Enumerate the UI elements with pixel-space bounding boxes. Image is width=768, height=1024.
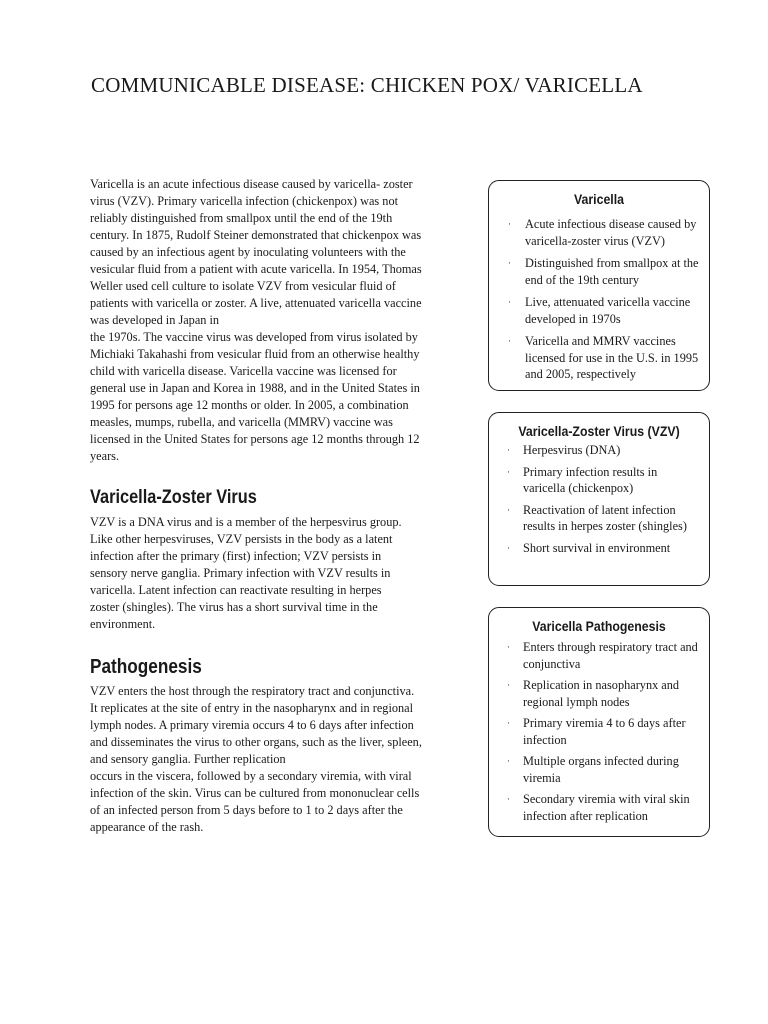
bullet-icon: · <box>508 297 511 307</box>
list-item: · Live, attenuated varicella vaccine developed in 1970s <box>508 295 691 326</box>
text-line: was developed in Japan in <box>90 313 220 327</box>
pathogenesis-summary-box <box>488 607 710 837</box>
text-line: sensory nerve ganglia. Primary infection with VZV results in <box>90 566 391 580</box>
bullet-icon: · <box>507 445 510 455</box>
text-line: Michiaki Takahashi from vesicular fluid from an otherwise healthy <box>90 347 420 361</box>
box-title: Varicella Pathogenesis <box>532 618 666 634</box>
list-item: · Reactivation of latent infection results in herpes zoster (shingles) <box>507 502 687 533</box>
bullet-list <box>489 639 709 824</box>
text-line: environment. <box>90 617 156 631</box>
list-item: · Acute infectious disease caused by varicella-zoster virus (VZV) <box>508 217 697 248</box>
vzv-summary-box <box>488 412 710 586</box>
text-line: Weller used cell culture to isolate VZV from vesicular fluid of <box>90 279 396 293</box>
box-title: Varicella <box>573 191 624 207</box>
text-line: lymph nodes. A primary viremia occurs 4 to 6 days after infection <box>90 718 414 732</box>
list-item: · Multiple organs infected during viremia <box>507 754 679 785</box>
list-item: · Herpesvirus (DNA) <box>507 443 621 457</box>
text-line: Varicella is an acute infectious disease caused by varicella- zoster <box>90 177 413 191</box>
bullet-icon: · <box>507 504 510 515</box>
bullet-icon: · <box>507 718 510 728</box>
text-line: general use in Japan and Korea in 1988, and in the United States in <box>90 381 420 395</box>
text-line: measles, mumps, rubella, and varicella (MMRV) vaccine was <box>90 415 393 429</box>
list-item: · Replication in nasopharynx and regional lymph nodes <box>507 678 680 709</box>
bullet-list <box>489 442 709 556</box>
list-item: · Enters through respiratory tract and conjunctiva <box>507 640 698 671</box>
text-line: the 1970s. The vaccine virus was developed from virus isolated by <box>90 330 418 344</box>
text-line: Like other herpesviruses, VZV persists in the body as a latent <box>90 532 393 546</box>
list-item: · Secondary viremia with viral skin infection after replication <box>507 792 690 823</box>
text-line: century. In 1875, Rudolf Steiner demonstrated that chickenpox was <box>90 228 422 242</box>
text-line: and sensory ganglia. Further replication <box>90 752 286 766</box>
list-item: · Primary viremia 4 to 6 days after infection <box>507 716 686 747</box>
bullet-icon: · <box>508 219 511 229</box>
text-line: infection after the primary (first) infection; VZV persists in <box>90 549 382 563</box>
text-line: reliably distinguished from smallpox until the end of the 19th <box>90 211 393 225</box>
text-line: varicella. Latent infection can reactivate resulting in herpes <box>90 583 382 597</box>
text-line: vesicular fluid from a patient with acute varicella. In 1954, Thomas <box>90 262 422 276</box>
text-line: of an infected person from 5 days before to 1 to 2 days after the <box>90 803 403 817</box>
text-line: child with varicella disease. Varicella vaccine was licensed for <box>90 364 397 378</box>
text-line: and disseminates the virus to other organs, such as the liver, spleen, <box>90 735 422 749</box>
text-line: VZV is a DNA virus and is a member of the herpesvirus group. <box>90 515 402 529</box>
text-line: caused by an infectious agent by inoculating volunteers with the <box>90 245 406 259</box>
text-line: occurs in the viscera, followed by a secondary viremia, with viral <box>90 769 412 783</box>
text-line: patients with varicella or zoster. A live, attenuated varicella vaccine <box>90 296 422 310</box>
list-item: · Distinguished from smallpox at the end of the 19th century <box>508 256 699 287</box>
bullet-icon: · <box>507 466 510 477</box>
varicella-summary-box <box>488 180 710 391</box>
bullet-icon: · <box>508 336 511 346</box>
bullet-icon: · <box>507 756 510 766</box>
text-line: infection of the skin. Virus can be cultured from mononuclear cells <box>90 786 420 800</box>
text-line: zoster (shingles). The virus has a short survival time in the <box>90 600 378 614</box>
bullet-icon: · <box>508 258 511 268</box>
text-line: VZV enters the host through the respiratory tract and conjunctiva. <box>90 684 415 698</box>
text-line: It replicates at the site of entry in the nasopharynx and in regional <box>90 701 414 715</box>
bullet-icon: · <box>507 680 510 690</box>
bullet-list <box>489 216 709 383</box>
text-line: appearance of the rash. <box>90 820 204 834</box>
bullet-icon: · <box>507 794 510 804</box>
text-line: licensed in the United States for persons age 12 months through 12 <box>90 432 420 446</box>
pathogenesis-paragraph <box>90 683 440 836</box>
list-item: · Primary infection results in varicella (chickenpox) <box>507 464 658 495</box>
list-item: · Short survival in environment <box>507 540 671 555</box>
bullet-icon: · <box>507 642 510 652</box>
text-line: 1995 for persons age 12 months or older. In 2005, a combination <box>90 398 409 412</box>
vzv-section-heading: Varicella-Zoster Virus <box>90 487 257 508</box>
box-title: Varicella-Zoster Virus (VZV) <box>518 423 680 439</box>
bullet-icon: · <box>507 542 510 553</box>
text-line: years. <box>90 449 120 463</box>
text-line: virus (VZV). Primary varicella infection (chickenpox) was not <box>90 194 399 208</box>
vzv-paragraph <box>90 514 440 633</box>
intro-paragraph <box>90 176 440 465</box>
list-item: · Varicella and MMRV vaccines licensed for use in the U.S. in 1995 and 2005, respectively <box>508 334 699 381</box>
pathogenesis-section-heading: Pathogenesis <box>90 656 202 678</box>
page-title: COMMUNICABLE DISEASE: CHICKEN POX/ VARICELLA <box>91 73 643 97</box>
